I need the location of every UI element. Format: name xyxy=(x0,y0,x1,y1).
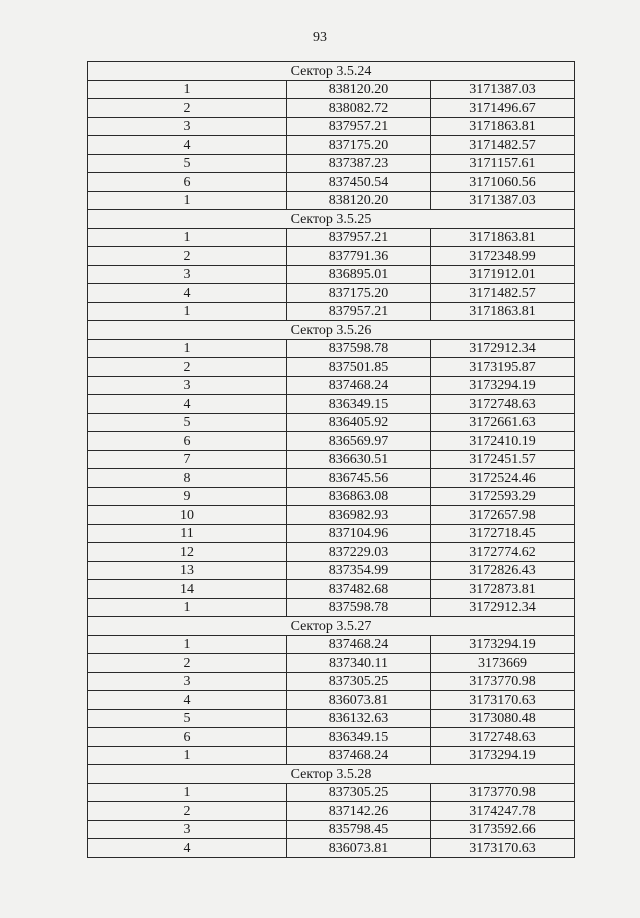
y-coordinate-cell: 3173170.63 xyxy=(431,691,575,710)
table-row xyxy=(88,117,575,136)
point-number-cell: 3 xyxy=(88,117,287,136)
y-coordinate-cell: 3172774.62 xyxy=(431,543,575,562)
x-coordinate-cell: 837305.25 xyxy=(287,672,431,691)
page-number: 93 xyxy=(313,30,327,45)
x-coordinate-cell: 837468.24 xyxy=(287,376,431,395)
section-title: Сектор 3.5.28 xyxy=(88,765,575,784)
x-coordinate-cell: 837468.24 xyxy=(287,746,431,765)
section-title: Сектор 3.5.24 xyxy=(88,62,575,81)
point-number-cell: 7 xyxy=(88,450,287,469)
y-coordinate-cell: 3171912.01 xyxy=(431,265,575,284)
point-number-cell: 14 xyxy=(88,580,287,599)
point-number-cell: 5 xyxy=(88,709,287,728)
table-row xyxy=(88,783,575,802)
y-coordinate-cell: 3173770.98 xyxy=(431,783,575,802)
point-number-cell: 4 xyxy=(88,691,287,710)
point-number-cell: 1 xyxy=(88,783,287,802)
y-coordinate-cell: 3171060.56 xyxy=(431,173,575,192)
point-number-cell: 3 xyxy=(88,376,287,395)
table-row xyxy=(88,598,575,617)
point-number-cell: 6 xyxy=(88,432,287,451)
point-number-cell: 1 xyxy=(88,598,287,617)
y-coordinate-cell: 3174247.78 xyxy=(431,802,575,821)
table-row xyxy=(88,802,575,821)
table-row xyxy=(88,358,575,377)
table-row xyxy=(88,561,575,580)
x-coordinate-cell: 836349.15 xyxy=(287,728,431,747)
y-coordinate-cell: 3173294.19 xyxy=(431,635,575,654)
table-row xyxy=(88,99,575,118)
y-coordinate-cell: 3173592.66 xyxy=(431,820,575,839)
point-number-cell: 2 xyxy=(88,247,287,266)
x-coordinate-cell: 837175.20 xyxy=(287,284,431,303)
table-row xyxy=(88,635,575,654)
point-number-cell: 1 xyxy=(88,302,287,321)
y-coordinate-cell: 3172748.63 xyxy=(431,395,575,414)
point-number-cell: 2 xyxy=(88,654,287,673)
y-coordinate-cell: 3173294.19 xyxy=(431,746,575,765)
table-row xyxy=(88,395,575,414)
y-coordinate-cell: 3173170.63 xyxy=(431,839,575,858)
section-title: Сектор 3.5.26 xyxy=(88,321,575,340)
point-number-cell: 2 xyxy=(88,802,287,821)
x-coordinate-cell: 837354.99 xyxy=(287,561,431,580)
x-coordinate-cell: 836982.93 xyxy=(287,506,431,525)
point-number-cell: 12 xyxy=(88,543,287,562)
y-coordinate-cell: 3172451.57 xyxy=(431,450,575,469)
section-header-row xyxy=(88,321,575,340)
y-coordinate-cell: 3171387.03 xyxy=(431,191,575,210)
point-number-cell: 2 xyxy=(88,358,287,377)
x-coordinate-cell: 837450.54 xyxy=(287,173,431,192)
x-coordinate-cell: 837104.96 xyxy=(287,524,431,543)
x-coordinate-cell: 838120.20 xyxy=(287,80,431,99)
table-row xyxy=(88,728,575,747)
y-coordinate-cell: 3171863.81 xyxy=(431,302,575,321)
y-coordinate-cell: 3172826.43 xyxy=(431,561,575,580)
table-row xyxy=(88,839,575,858)
point-number-cell: 1 xyxy=(88,339,287,358)
table-row xyxy=(88,820,575,839)
x-coordinate-cell: 837387.23 xyxy=(287,154,431,173)
y-coordinate-cell: 3172410.19 xyxy=(431,432,575,451)
table-row xyxy=(88,672,575,691)
point-number-cell: 5 xyxy=(88,413,287,432)
coordinates-table xyxy=(87,61,575,858)
table-row xyxy=(88,543,575,562)
point-number-cell: 6 xyxy=(88,728,287,747)
x-coordinate-cell: 837957.21 xyxy=(287,302,431,321)
y-coordinate-cell: 3172593.29 xyxy=(431,487,575,506)
x-coordinate-cell: 836132.63 xyxy=(287,709,431,728)
table-row xyxy=(88,432,575,451)
x-coordinate-cell: 837482.68 xyxy=(287,580,431,599)
x-coordinate-cell: 837791.36 xyxy=(287,247,431,266)
x-coordinate-cell: 837598.78 xyxy=(287,339,431,358)
point-number-cell: 4 xyxy=(88,839,287,858)
table-row xyxy=(88,302,575,321)
point-number-cell: 3 xyxy=(88,265,287,284)
y-coordinate-cell: 3173669 xyxy=(431,654,575,673)
table-row xyxy=(88,746,575,765)
coordinates-table-body xyxy=(88,62,575,858)
table-row xyxy=(88,654,575,673)
x-coordinate-cell: 837957.21 xyxy=(287,228,431,247)
y-coordinate-cell: 3171482.57 xyxy=(431,284,575,303)
x-coordinate-cell: 836569.97 xyxy=(287,432,431,451)
y-coordinate-cell: 3172748.63 xyxy=(431,728,575,747)
x-coordinate-cell: 837142.26 xyxy=(287,802,431,821)
table-row xyxy=(88,284,575,303)
y-coordinate-cell: 3172661.63 xyxy=(431,413,575,432)
x-coordinate-cell: 837340.11 xyxy=(287,654,431,673)
section-title: Сектор 3.5.25 xyxy=(88,210,575,229)
x-coordinate-cell: 837957.21 xyxy=(287,117,431,136)
y-coordinate-cell: 3173195.87 xyxy=(431,358,575,377)
table-row xyxy=(88,450,575,469)
table-row xyxy=(88,469,575,488)
point-number-cell: 4 xyxy=(88,284,287,303)
table-row xyxy=(88,691,575,710)
table-row xyxy=(88,339,575,358)
x-coordinate-cell: 837305.25 xyxy=(287,783,431,802)
point-number-cell: 5 xyxy=(88,154,287,173)
point-number-cell: 1 xyxy=(88,635,287,654)
x-coordinate-cell: 836349.15 xyxy=(287,395,431,414)
section-header-row xyxy=(88,617,575,636)
y-coordinate-cell: 3172912.34 xyxy=(431,339,575,358)
x-coordinate-cell: 837175.20 xyxy=(287,136,431,155)
y-coordinate-cell: 3171157.61 xyxy=(431,154,575,173)
x-coordinate-cell: 838120.20 xyxy=(287,191,431,210)
y-coordinate-cell: 3173770.98 xyxy=(431,672,575,691)
y-coordinate-cell: 3171863.81 xyxy=(431,117,575,136)
table-row xyxy=(88,136,575,155)
y-coordinate-cell: 3173080.48 xyxy=(431,709,575,728)
table-row xyxy=(88,191,575,210)
point-number-cell: 13 xyxy=(88,561,287,580)
y-coordinate-cell: 3172718.45 xyxy=(431,524,575,543)
y-coordinate-cell: 3171863.81 xyxy=(431,228,575,247)
point-number-cell: 1 xyxy=(88,80,287,99)
point-number-cell: 8 xyxy=(88,469,287,488)
y-coordinate-cell: 3171482.57 xyxy=(431,136,575,155)
point-number-cell: 4 xyxy=(88,395,287,414)
section-header-row xyxy=(88,210,575,229)
point-number-cell: 3 xyxy=(88,672,287,691)
point-number-cell: 6 xyxy=(88,173,287,192)
x-coordinate-cell: 836073.81 xyxy=(287,839,431,858)
x-coordinate-cell: 836863.08 xyxy=(287,487,431,506)
table-row xyxy=(88,247,575,266)
y-coordinate-cell: 3172912.34 xyxy=(431,598,575,617)
x-coordinate-cell: 837229.03 xyxy=(287,543,431,562)
table-row xyxy=(88,524,575,543)
point-number-cell: 10 xyxy=(88,506,287,525)
table-row xyxy=(88,709,575,728)
y-coordinate-cell: 3172657.98 xyxy=(431,506,575,525)
section-header-row xyxy=(88,765,575,784)
table-row xyxy=(88,580,575,599)
x-coordinate-cell: 835798.45 xyxy=(287,820,431,839)
table-row xyxy=(88,265,575,284)
point-number-cell: 1 xyxy=(88,746,287,765)
x-coordinate-cell: 837501.85 xyxy=(287,358,431,377)
x-coordinate-cell: 837468.24 xyxy=(287,635,431,654)
table-row xyxy=(88,413,575,432)
x-coordinate-cell: 836405.92 xyxy=(287,413,431,432)
table-row xyxy=(88,80,575,99)
y-coordinate-cell: 3172524.46 xyxy=(431,469,575,488)
table-row xyxy=(88,228,575,247)
x-coordinate-cell: 836745.56 xyxy=(287,469,431,488)
point-number-cell: 2 xyxy=(88,99,287,118)
table-row xyxy=(88,173,575,192)
point-number-cell: 1 xyxy=(88,228,287,247)
point-number-cell: 11 xyxy=(88,524,287,543)
x-coordinate-cell: 838082.72 xyxy=(287,99,431,118)
y-coordinate-cell: 3172873.81 xyxy=(431,580,575,599)
point-number-cell: 1 xyxy=(88,191,287,210)
table-row xyxy=(88,376,575,395)
section-header-row xyxy=(88,62,575,81)
x-coordinate-cell: 836630.51 xyxy=(287,450,431,469)
table-row xyxy=(88,154,575,173)
point-number-cell: 9 xyxy=(88,487,287,506)
point-number-cell: 4 xyxy=(88,136,287,155)
x-coordinate-cell: 837598.78 xyxy=(287,598,431,617)
table-row xyxy=(88,487,575,506)
y-coordinate-cell: 3171496.67 xyxy=(431,99,575,118)
x-coordinate-cell: 836895.01 xyxy=(287,265,431,284)
y-coordinate-cell: 3171387.03 xyxy=(431,80,575,99)
table-row xyxy=(88,506,575,525)
y-coordinate-cell: 3173294.19 xyxy=(431,376,575,395)
point-number-cell: 3 xyxy=(88,820,287,839)
x-coordinate-cell: 836073.81 xyxy=(287,691,431,710)
section-title: Сектор 3.5.27 xyxy=(88,617,575,636)
y-coordinate-cell: 3172348.99 xyxy=(431,247,575,266)
